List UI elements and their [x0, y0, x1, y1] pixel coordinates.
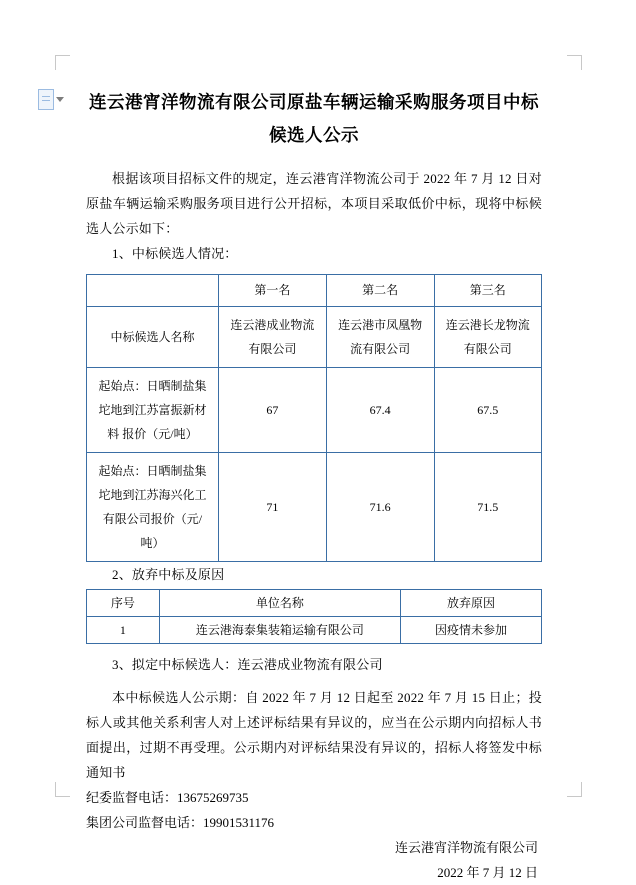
giveup-header-row: [87, 590, 542, 617]
cell-unit-name-1: 连云港海泰集装箱运输有限公司: [159, 617, 400, 644]
table-row: [87, 617, 542, 644]
giveup-table: [86, 589, 542, 644]
cell-route1-rank2: 67.4: [326, 368, 434, 453]
crop-mark-bottom-right: [567, 782, 582, 797]
table-row: [87, 368, 542, 453]
document-body: [86, 78, 542, 885]
cell-route2-rank1: 71: [218, 453, 326, 562]
header-cell-rank3: 第三名: [434, 275, 541, 307]
section1-heading: 1、中标候选人情况：: [112, 246, 238, 261]
cell-route1-rank1: 67: [218, 368, 326, 453]
cell-company-rank3: 连云港长龙物流有限公司: [434, 307, 541, 368]
signature-company: 连云港宵洋物流有限公司: [394, 840, 538, 855]
table-row: [87, 307, 542, 368]
table-row: [87, 453, 542, 562]
discipline-phone: 纪委监督电话：13675269735: [86, 790, 249, 805]
cell-reason-1: 因疫情未参加: [400, 617, 541, 644]
row-label-company-name: 中标候选人名称: [87, 307, 219, 368]
crop-mark-top-left: [55, 55, 70, 70]
section3-paragraph: 3、拟定中标候选人：连云港成业物流有限公司: [112, 657, 383, 672]
signature-date: 2022 年 7 月 12 日: [437, 865, 538, 880]
header-cell-rank2: 第二名: [326, 275, 434, 307]
candidates-table: [86, 274, 542, 562]
row-label-route2: 起始点：日晒制盐集坨地到江苏海兴化工有限公司报价（元/吨）: [87, 453, 219, 562]
crop-mark-top-right: [567, 55, 582, 70]
intro-paragraph: 根据该项目招标文件的规定，连云港宵洋物流公司于 2022 年 7 月 12 日对原盐车辆运输采购服务项目进行公开招标，本项目采取低价中标，现将中标候选人公示如下：: [86, 171, 542, 236]
chevron-down-icon[interactable]: [56, 97, 64, 102]
cell-route1-rank3: 67.5: [434, 368, 541, 453]
header-cell-rank1: 第一名: [218, 275, 326, 307]
document-icon[interactable]: [38, 88, 64, 110]
document-sheet-icon: [38, 89, 54, 110]
group-phone: 集团公司监督电话：19901531176: [86, 815, 275, 830]
notice-paragraph: 本中标候选人公示期：自 2022 年 7 月 12 日起至 2022 年 7 月 15 日止；投标人或其他关系利害人对上述评标结果有异议的，应当在公示期内向招标人书面提出，过期不再受理。公示期内对评标结果没有异议的，招标人将签发中标通知书: [86, 690, 542, 780]
section2-heading: 2、放弃中标及原因: [112, 567, 225, 582]
table-header-row: [87, 275, 542, 307]
crop-mark-bottom-left: [55, 782, 70, 797]
header-cell-index: 序号: [87, 590, 160, 617]
cell-index-1: 1: [87, 617, 160, 644]
header-cell-reason: 放弃原因: [400, 590, 541, 617]
cell-company-rank1: 连云港成业物流有限公司: [218, 307, 326, 368]
cell-route2-rank3: 71.5: [434, 453, 541, 562]
cell-route2-rank2: 71.6: [326, 453, 434, 562]
page-title: 连云港宵洋物流有限公司原盐车辆运输采购服务项目中标候选人公示: [89, 92, 539, 145]
row-label-route1: 起始点：日晒制盐集坨地到江苏富振新材料 报价（元/吨）: [87, 368, 219, 453]
cell-company-rank2: 连云港市凤凰物流有限公司: [326, 307, 434, 368]
header-cell-unit-name: 单位名称: [159, 590, 400, 617]
header-cell-blank: [87, 275, 219, 307]
